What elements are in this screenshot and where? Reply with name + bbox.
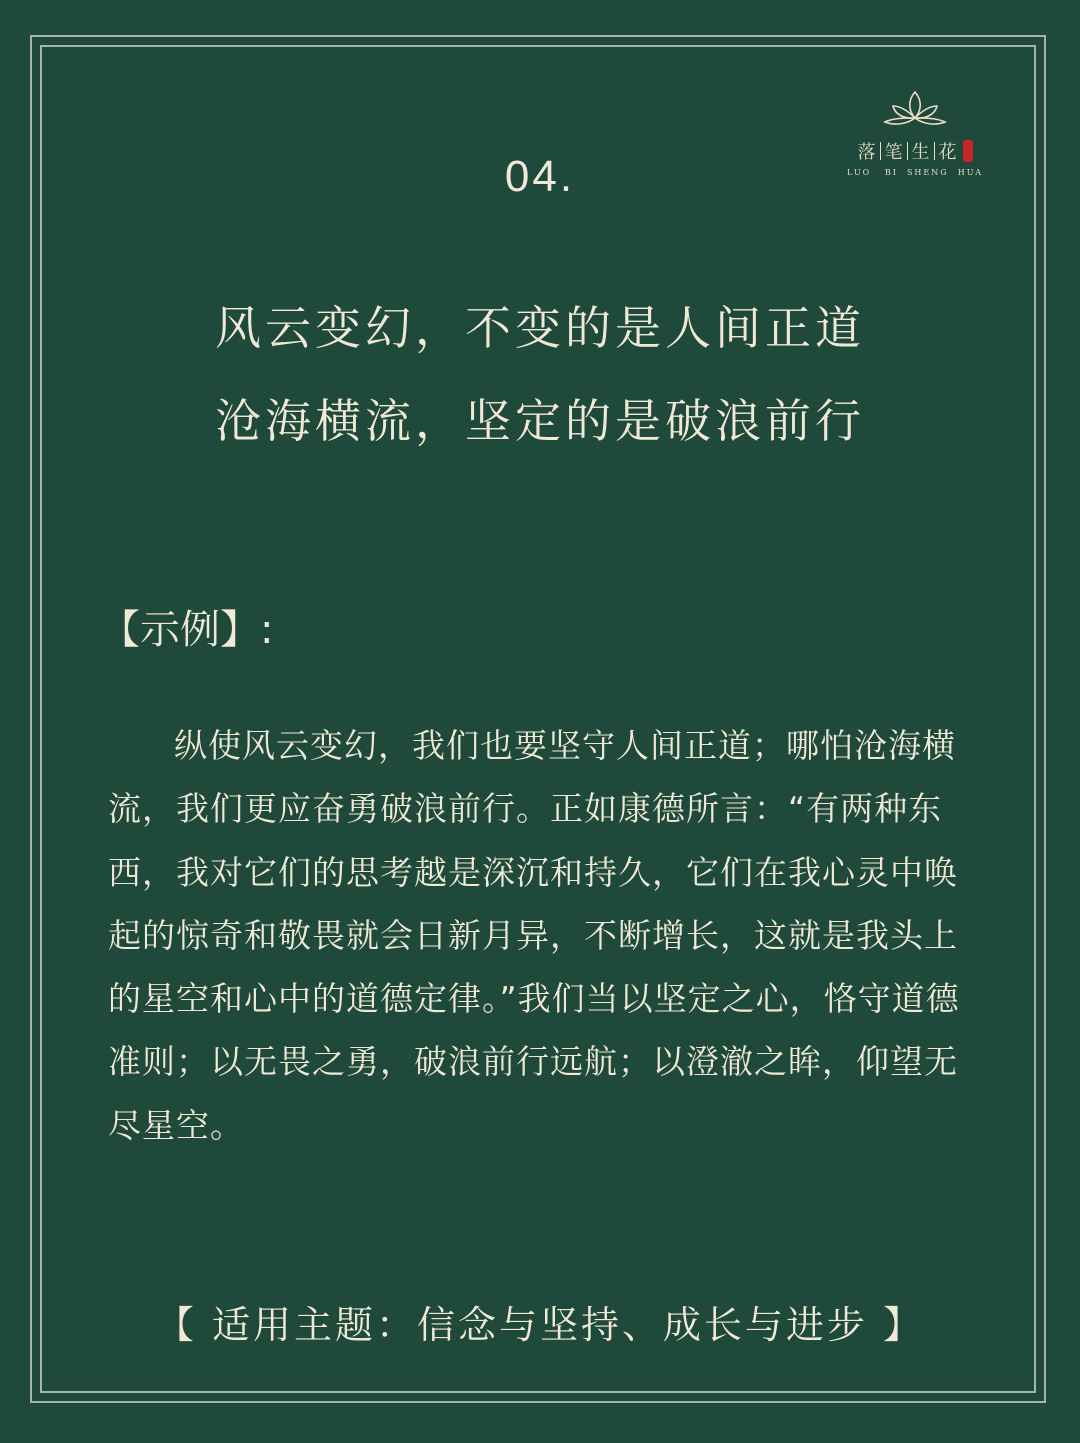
logo-char: 花 bbox=[938, 142, 957, 163]
title-line-2: 沧海横流，坚定的是破浪前行 bbox=[215, 394, 865, 448]
logo-char: 笔 bbox=[884, 142, 903, 163]
lotus-icon bbox=[883, 88, 947, 130]
section-number: 04. bbox=[504, 152, 576, 201]
example-label: 【示例】: bbox=[100, 607, 274, 653]
theme-footer: 【 适用主题：信念与坚持、成长与进步 】 bbox=[155, 1303, 925, 1347]
title-line-1: 风云变幻，不变的是人间正道 bbox=[215, 301, 865, 355]
logo-pinyin: LUO BI SHENG HUA bbox=[847, 168, 983, 177]
logo-char: 生 bbox=[911, 142, 930, 163]
logo-char: 落 bbox=[857, 142, 876, 163]
example-paragraph: 纵使风云变幻，我们也要坚守人间正道；哪怕沧海横流，我们更应奋勇破浪前行。正如康德所言：“有两种东西，我对它们的思考越是深沉和持久，它们在我心灵中唤起的惊奇和敬畏就会日新月异，不断增长，这就是我头上的星空和心中的道德定律。”我们当以坚定之心，恪守道德准则；以无畏之勇，破浪前行远航；以澄澈之眸，仰望无尽星空。 bbox=[108, 726, 960, 1145]
